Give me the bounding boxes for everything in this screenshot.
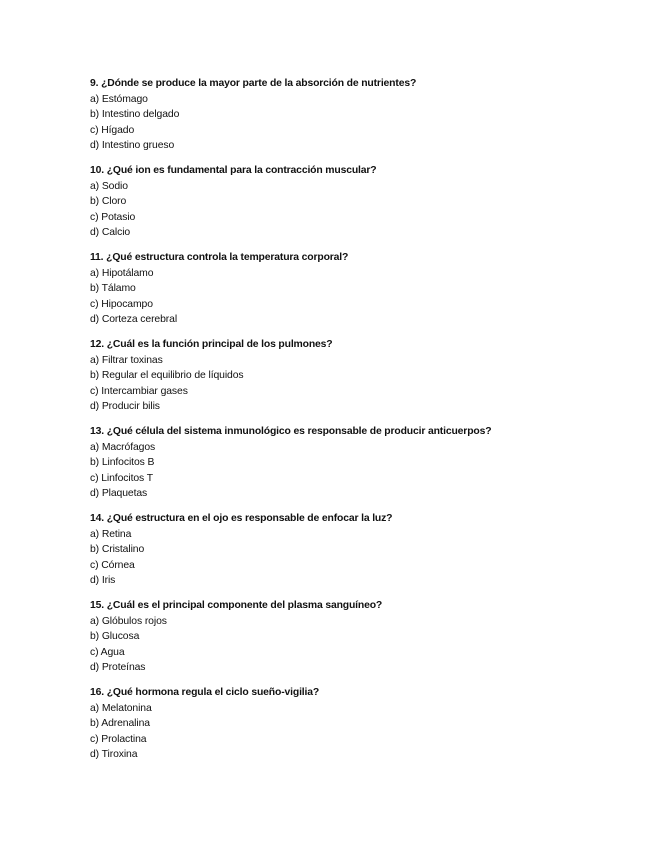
option-list	[90, 614, 635, 676]
option-item: d) Plaquetas	[90, 488, 148, 499]
option-item: b) Regular el equilibrio de líquidos	[90, 370, 244, 381]
question-block	[90, 685, 635, 763]
option-list	[90, 527, 635, 589]
option-item: a) Glóbulos rojos	[90, 615, 167, 627]
option-list	[90, 701, 635, 763]
option-list	[90, 266, 635, 328]
option-item: b) Cristalino	[90, 544, 145, 555]
option-item: a) Hipotálamo	[90, 267, 154, 279]
option-item: c) Agua	[90, 646, 125, 658]
option-item: b) Linfocitos B	[90, 457, 155, 468]
option-item: c) Intercambiar gases	[90, 385, 188, 397]
option-item: b) Glucosa	[90, 631, 140, 642]
question-block	[90, 250, 635, 328]
option-list	[90, 440, 635, 502]
option-item: d) Proteínas	[90, 662, 146, 673]
question-block	[90, 511, 635, 589]
question-text: 16. ¿Qué hormona regula el ciclo sueño-vigilia?	[90, 687, 320, 698]
option-list	[90, 92, 635, 154]
option-list	[90, 179, 635, 241]
option-item: c) Córnea	[90, 559, 135, 571]
option-item: a) Melatonina	[90, 702, 152, 714]
option-item: d) Intestino grueso	[90, 140, 175, 151]
option-item: c) Hipocampo	[90, 298, 153, 310]
option-item: b) Adrenalina	[90, 718, 150, 729]
question-text: 11. ¿Qué estructura controla la temperatura corporal?	[90, 252, 349, 263]
question-block	[90, 337, 635, 415]
quiz-question-list	[90, 76, 635, 772]
question-text: 13. ¿Qué célula del sistema inmunológico es responsable de producir anticuerpos?	[90, 426, 492, 437]
option-item: d) Corteza cerebral	[90, 314, 178, 325]
question-text: 15. ¿Cuál es el principal componente del plasma sanguíneo?	[90, 600, 383, 611]
option-list	[90, 353, 635, 415]
option-item: c) Hígado	[90, 124, 135, 136]
option-item: b) Intestino delgado	[90, 109, 180, 120]
option-item: d) Producir bilis	[90, 401, 160, 412]
option-item: c) Prolactina	[90, 733, 147, 745]
option-item: a) Estómago	[90, 93, 148, 105]
question-block	[90, 424, 635, 502]
question-text: 9. ¿Dónde se produce la mayor parte de la absorción de nutrientes?	[90, 78, 417, 89]
option-item: a) Filtrar toxinas	[90, 354, 163, 366]
question-block	[90, 76, 635, 154]
question-text: 12. ¿Cuál es la función principal de los pulmones?	[90, 339, 333, 350]
option-item: a) Sodio	[90, 180, 128, 192]
question-block	[90, 598, 635, 676]
option-item: b) Cloro	[90, 196, 127, 207]
option-item: b) Tálamo	[90, 283, 136, 294]
question-text: 10. ¿Qué ion es fundamental para la contracción muscular?	[90, 165, 377, 176]
question-block	[90, 163, 635, 241]
option-item: d) Tiroxina	[90, 749, 138, 760]
option-item: d) Calcio	[90, 227, 131, 238]
option-item: a) Retina	[90, 528, 132, 540]
option-item: d) Iris	[90, 575, 116, 586]
option-item: a) Macrófagos	[90, 441, 156, 453]
option-item: c) Linfocitos T	[90, 472, 153, 484]
question-text: 14. ¿Qué estructura en el ojo es responsable de enfocar la luz?	[90, 513, 393, 524]
option-item: c) Potasio	[90, 211, 136, 223]
